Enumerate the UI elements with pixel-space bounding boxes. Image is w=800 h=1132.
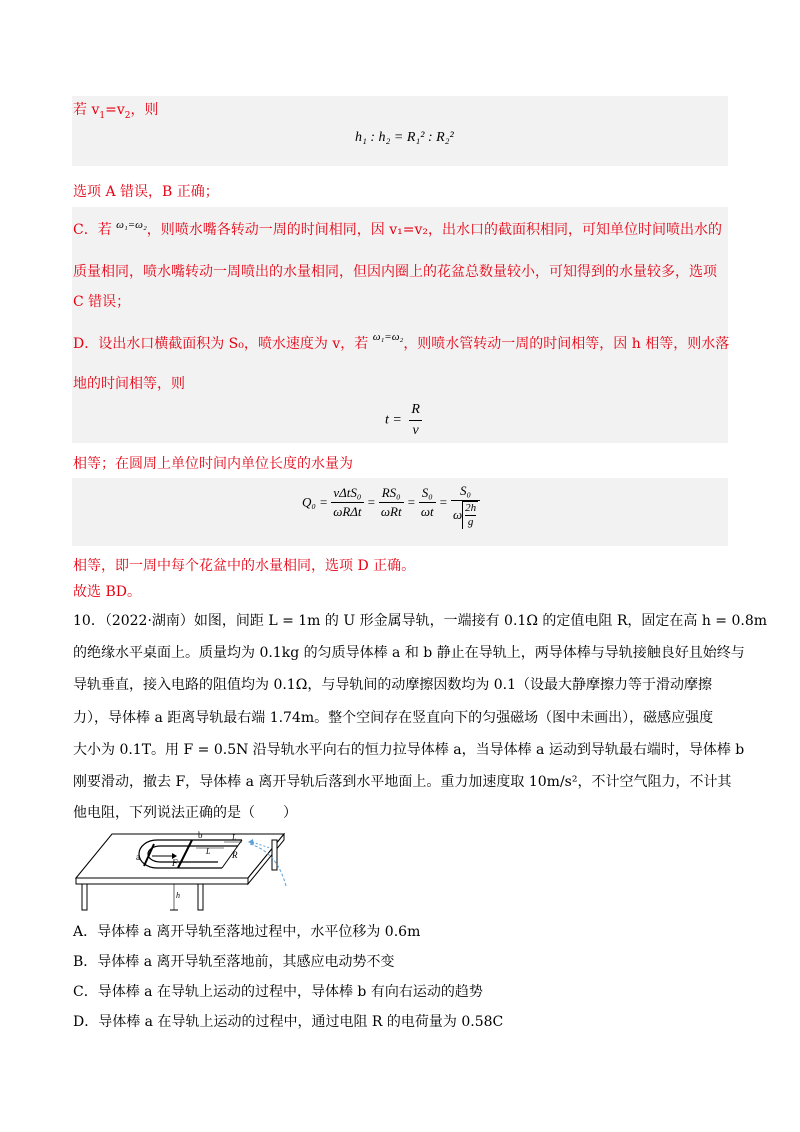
omega-equality: ω₁=ω₂ (372, 331, 404, 343)
question-line: 他电阻，下列说法正确的是（ ） (73, 805, 297, 821)
question-line: 的绝缘水平桌面上。质量均为 0.1kg 的匀质导体棒 a 和 b 静止在导轨上，两导体棒与导轨接触良好且始终与 (73, 645, 745, 661)
text-line: 地的时间相等，则 (73, 376, 185, 392)
text-line: D．设出水口横截面积为 S₀，喷水速度为 v，若 $^{\omega_1=\omega_2}$，则喷水管转动一周的时间相等，因 h 相等，则水落 (73, 331, 730, 352)
question-line: 大小为 0.1T。用 F = 0.5N 沿导轨水平向右的恒力拉导体棒 a，当导体棒 a 运动到导轨最右端时，导体棒 b (73, 742, 745, 758)
text-line: 选项 A 错误，B 正确； (73, 184, 219, 200)
option-d[interactable]: D．导体棒 a 在导轨上运动的过程中，通过电阻 R 的电荷量为 0.58C (73, 1014, 504, 1030)
label-L: L (232, 833, 237, 842)
option-c[interactable]: C．导体棒 a 在导轨上运动的过程中，导体棒 b 有向右运动的趋势 (73, 984, 483, 1000)
equation-t: t = $\frac{R}{v}$ (385, 402, 420, 438)
label-R: R (232, 850, 238, 860)
equation-h-ratio: h₁ : h₂ = R₁² : R₂² (355, 130, 454, 145)
option-b[interactable]: B．导体棒 a 离开导轨至落地前，其感应电动势不变 (73, 954, 395, 970)
text-line: C 错误； (73, 294, 131, 310)
omega-equality: ω₁=ω₂ (116, 219, 147, 231)
text-line: 相等，即一周中每个花盆中的水量相同，选项 D 正确。 (73, 558, 416, 574)
rail-figure (72, 826, 302, 916)
question-line: 力），导体棒 a 距离导轨最右端 1.74m。整个空间存在竖直向下的匀强磁场（图中未画出），磁感应强度 (73, 710, 714, 726)
label-a: a (136, 852, 140, 862)
text-line: 质量相同，喷水嘴转动一周喷出的水量相同，但因内圈上的花盆总数量较小，可知得到的水量较多，选项 (73, 264, 717, 280)
label-L: L (206, 847, 211, 856)
label-F: F (172, 858, 178, 868)
question-line: 10．（2022·湖南）如图，间距 L = 1m 的 U 形金属导轨，一端接有 0.1Ω 的定值电阻 R，固定在高 h = 0.8m (73, 613, 768, 629)
label-b: b (198, 830, 203, 840)
label-h: h (176, 891, 180, 900)
text-line: C．若 $^{\omega_1=\omega_2}$，则喷水嘴各转动一周的时间相同，因 v₁=v₂，出水口的截面积相同，可知单位时间喷出水的 (73, 219, 723, 238)
text-line: 故选 BD。 (73, 584, 141, 600)
equation-Q0: Q₀ = $\frac{\text{vΔtS₀}}{\text{ωRΔt}}$ = $\frac{\text{RS₀}}{\text{ωRt}}$ = $\frac{\text{S₀}}{\omega t}$ = S₀ ω $\frac{2h}{g}$ (302, 484, 480, 529)
text-line: 若 $v_1=v_2$，则 (73, 102, 159, 121)
question-line: 刚要滑动，撤去 F，导体棒 a 离开导轨后落到水平地面上。重力加速度取 10m/s²，不计空气阻力，不计其 (73, 774, 732, 790)
question-line: 导轨垂直，接入电路的阻值均为 0.1Ω，与导轨间的动摩擦因数均为 0.1（设最大静摩擦力等于滑动摩擦 (73, 677, 713, 693)
option-a[interactable]: A．导体棒 a 离开导轨至落地过程中，水平位移为 0.6m (73, 924, 421, 940)
text-line: 相等；在圆周上单位时间内单位长度的水量为 (73, 456, 353, 472)
